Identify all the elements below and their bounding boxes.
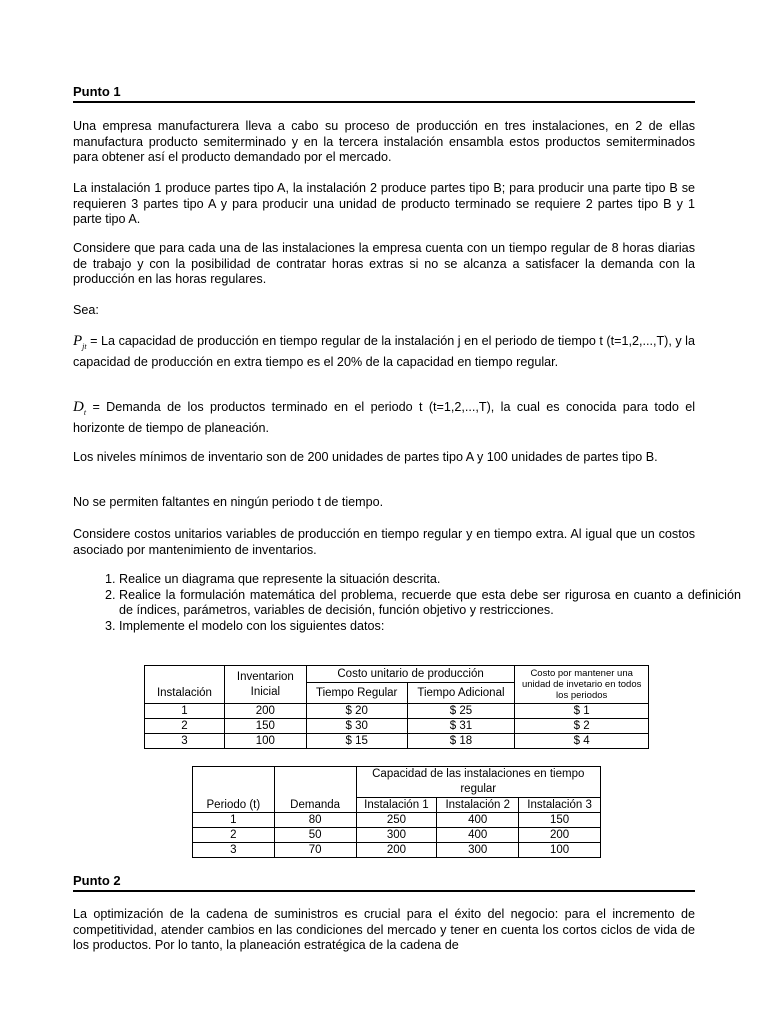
cell-regular: $ 30 bbox=[306, 719, 407, 734]
definition-demand bbox=[73, 400, 695, 436]
table-row bbox=[145, 719, 649, 734]
header-inventario: Inventarion Inicial bbox=[224, 666, 306, 704]
symbol-d: $D_t$ bbox=[73, 399, 87, 417]
cell-instalacion-2: 400 bbox=[437, 828, 519, 843]
cell-instalacion-1: 250 bbox=[356, 813, 437, 828]
cell-adicional: $ 18 bbox=[407, 734, 515, 749]
table-row bbox=[193, 813, 601, 828]
cost-table bbox=[144, 665, 649, 749]
table-row bbox=[145, 704, 649, 719]
cell-mantener: $ 4 bbox=[515, 734, 649, 749]
header-regular: Tiempo Regular bbox=[306, 683, 407, 704]
header-periodo: Periodo (t) bbox=[193, 798, 275, 813]
header-costo: Costo unitario de producción bbox=[306, 666, 515, 683]
cell-instalacion: 1 bbox=[145, 704, 225, 719]
cell-mantener: $ 1 bbox=[515, 704, 649, 719]
cell-inventario: 150 bbox=[224, 719, 306, 734]
cell-demanda: 80 bbox=[274, 813, 356, 828]
header-mantener: Costo por mantener una unidad de invetario en todos los periodos bbox=[515, 666, 649, 704]
punto1-paragraph-sea: Sea: bbox=[73, 303, 99, 317]
definition-capacity-text: = La capacidad de producción en tiempo regular de la instalación j en el periodo de tiempo t (t=1,2,...,T), y la capacidad de producción en extra tiempo es el 20% de la capacidad en tiempo regular. bbox=[73, 334, 695, 369]
cell-regular: $ 20 bbox=[306, 704, 407, 719]
punto1-paragraph-inventory: Los niveles mínimos de inventario son de 200 unidades de partes tipo A y 100 unidades de partes tipo B. bbox=[73, 450, 658, 464]
cell-demanda: 70 bbox=[274, 843, 356, 858]
list-item: 2. Realice la formulación matemática del problema, recuerde que esta debe ser rigurosa en cuanto a definición de índices, parámetros, variables de decisión, función objetivo y restricciones. bbox=[119, 588, 741, 619]
task-list bbox=[73, 572, 741, 634]
cell-instalacion-3: 100 bbox=[519, 843, 601, 858]
cell-regular: $ 15 bbox=[306, 734, 407, 749]
cell-instalacion-3: 200 bbox=[519, 828, 601, 843]
header-capacidad: Capacidad de las instalaciones en tiempo regular bbox=[356, 767, 601, 798]
definition-capacity bbox=[73, 334, 695, 370]
cell-instalacion: 3 bbox=[145, 734, 225, 749]
capacity-table bbox=[192, 766, 601, 858]
header-instalacion-top bbox=[145, 666, 225, 683]
header-demanda-top bbox=[274, 767, 356, 798]
list-item: 1. Realice un diagrama que represente la situación descrita. bbox=[119, 572, 741, 588]
cell-inventario: 100 bbox=[224, 734, 306, 749]
cell-periodo: 2 bbox=[193, 828, 275, 843]
header-periodo-top bbox=[193, 767, 275, 798]
header-adicional: Tiempo Adicional bbox=[407, 683, 515, 704]
cell-instalacion-3: 150 bbox=[519, 813, 601, 828]
punto2-paragraph-1: La optimización de la cadena de suministros es crucial para el éxito del negocio: para el incremento de competitividad, atender cambios en las condiciones del mercado y tener en cuenta los cortos ciclos de vida de los productos. Por lo tanto, la planeación estratégica de la cadena de bbox=[73, 907, 695, 953]
list-item: 3. Implemente el modelo con los siguientes datos: bbox=[119, 619, 741, 635]
cell-periodo: 3 bbox=[193, 843, 275, 858]
header-instalacion-3: Instalación 3 bbox=[519, 798, 601, 813]
cell-mantener: $ 2 bbox=[515, 719, 649, 734]
cell-instalacion-2: 400 bbox=[437, 813, 519, 828]
punto1-heading: Punto 1 bbox=[73, 84, 695, 103]
cell-instalacion-2: 300 bbox=[437, 843, 519, 858]
punto2-heading: Punto 2 bbox=[73, 873, 695, 892]
symbol-p: $P_{jt}$ bbox=[73, 333, 87, 351]
table-row bbox=[193, 843, 601, 858]
table-row bbox=[145, 734, 649, 749]
header-demanda: Demanda bbox=[274, 798, 356, 813]
cell-instalacion-1: 300 bbox=[356, 828, 437, 843]
cell-adicional: $ 25 bbox=[407, 704, 515, 719]
header-instalacion-1: Instalación 1 bbox=[356, 798, 437, 813]
header-instalacion: Instalación bbox=[145, 683, 225, 704]
definition-demand-text: = Demanda de los productos terminado en el periodo t (t=1,2,...,T), la cual es conocida para todo el horizonte de tiempo de planeación. bbox=[73, 400, 695, 435]
punto1-paragraph-3: Considere que para cada una de las instalaciones la empresa cuenta con un tiempo regular de 8 horas diarias de trabajo y con la posibilidad de contratar horas extras si no se alcanza a satisfacer la demanda con la producción en las horas regulares. bbox=[73, 241, 695, 287]
cell-instalacion: 2 bbox=[145, 719, 225, 734]
table-row bbox=[193, 828, 601, 843]
cell-inventario: 200 bbox=[224, 704, 306, 719]
cell-adicional: $ 31 bbox=[407, 719, 515, 734]
punto1-paragraph-costs: Considere costos unitarios variables de producción en tiempo regular y en tiempo extra. Al igual que un costos asociado por mantenimiento de inventarios. bbox=[73, 527, 695, 557]
cell-demanda: 50 bbox=[274, 828, 356, 843]
cell-instalacion-1: 200 bbox=[356, 843, 437, 858]
punto1-paragraph-1: Una empresa manufacturera lleva a cabo su proceso de producción en tres instalaciones, en 2 de ellas manufactura producto semiterminado y en la tercera instalación ensambla estos productos semiterminados para obtener así el producto demandado por el mercado. bbox=[73, 119, 695, 165]
header-instalacion-2: Instalación 2 bbox=[437, 798, 519, 813]
punto1-paragraph-2: La instalación 1 produce partes tipo A, la instalación 2 produce partes tipo B; para producir una parte tipo B se requieren 3 partes tipo A y para producir una unidad de producto terminado se requiere 2 partes tipo B y 1 parte tipo A. bbox=[73, 181, 695, 227]
cell-periodo: 1 bbox=[193, 813, 275, 828]
punto1-paragraph-shortages: No se permiten faltantes en ningún periodo t de tiempo. bbox=[73, 495, 384, 509]
